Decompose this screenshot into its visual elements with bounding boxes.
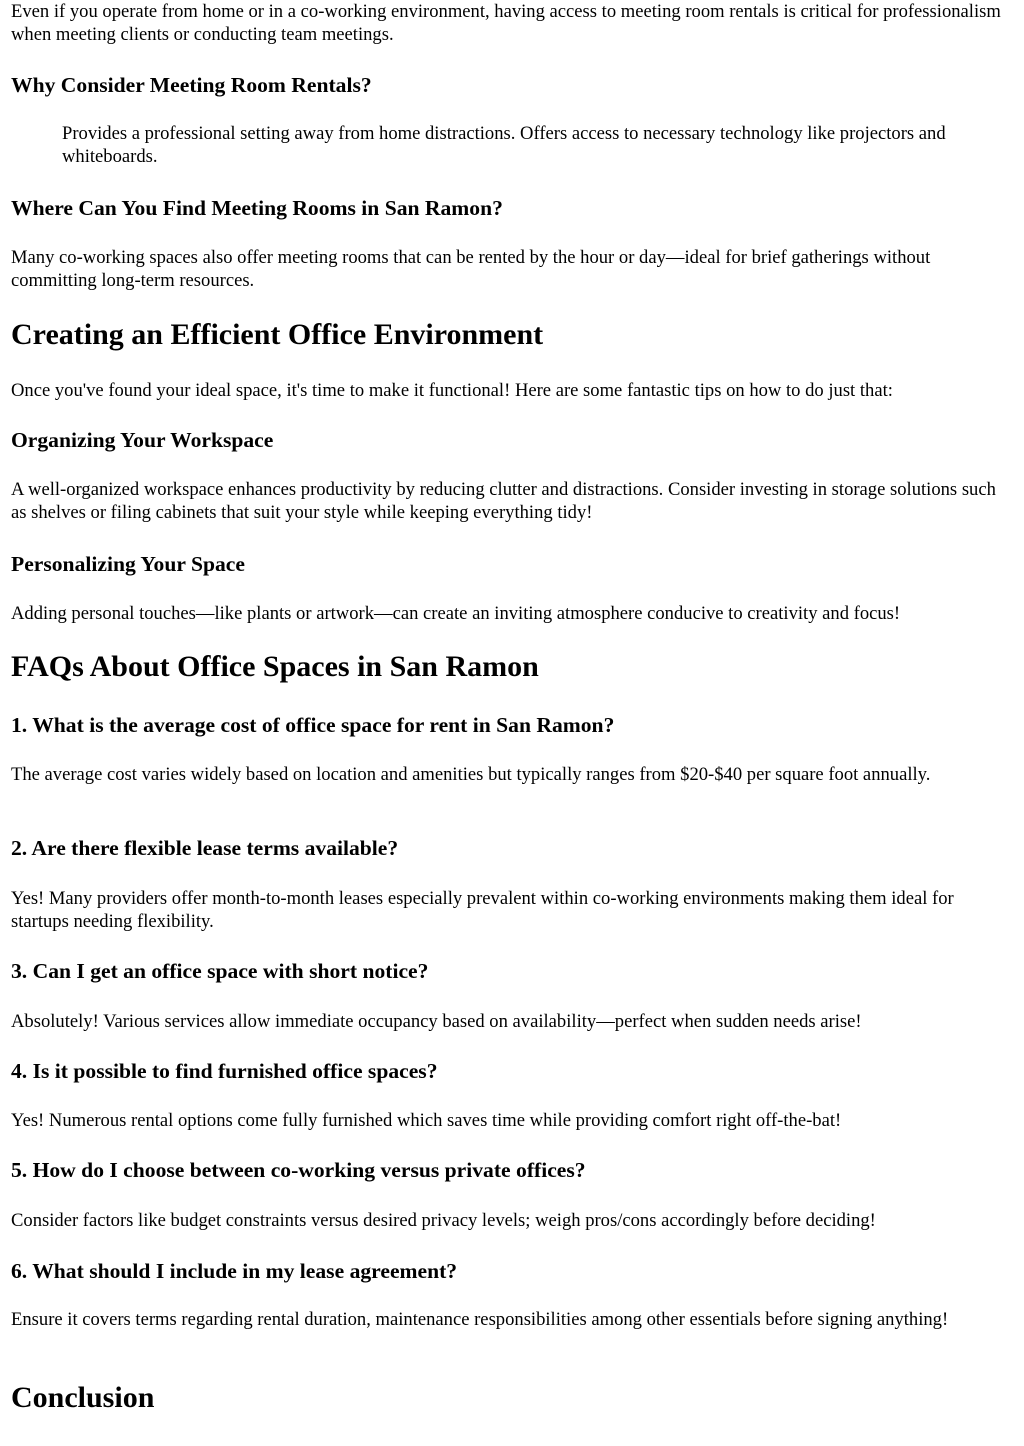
faq-question-5: 5. How do I choose between co-working versus private offices? bbox=[11, 1158, 586, 1182]
faq-question-6: 6. What should I include in my lease agreement? bbox=[11, 1259, 458, 1283]
why-meeting-quote: Provides a professional setting away from home distractions. Offers access to necessary technology like projectors and whiteboards. bbox=[62, 123, 946, 167]
organizing-paragraph: A well-organized workspace enhances productivity by reducing clutter and distractions. Consider investing in storage solutions such as shelves or filing cabinets that suit your style while keeping everything tidy! bbox=[11, 479, 996, 523]
organizing-heading: Organizing Your Workspace bbox=[11, 428, 274, 452]
faq-answer-1: The average cost varies widely based on location and amenities but typically ranges from $20-$40 per square foot annually. bbox=[11, 764, 931, 785]
faq-answer-5: Consider factors like budget constraints versus desired privacy levels; weigh pros/cons accordingly before deciding! bbox=[11, 1210, 876, 1231]
faq-answer-2: Yes! Many providers offer month-to-month leases especially prevalent within co-working environments making them ideal for startups needing flexibility. bbox=[11, 888, 954, 932]
why-meeting-heading: Why Consider Meeting Room Rentals? bbox=[11, 73, 372, 97]
faq-question-2: 2. Are there flexible lease terms available? bbox=[11, 836, 399, 860]
faq-answer-3: Absolutely! Various services allow immediate occupancy based on availability—perfect when sudden needs arise! bbox=[11, 1011, 862, 1032]
efficient-heading: Creating an Efficient Office Environment bbox=[11, 318, 544, 351]
faq-question-1: 1. What is the average cost of office space for rent in San Ramon? bbox=[11, 713, 615, 737]
faq-answer-6: Ensure it covers terms regarding rental duration, maintenance responsibilities among other essentials before signing anything! bbox=[11, 1309, 949, 1330]
efficient-intro-paragraph: Once you've found your ideal space, it's time to make it functional! Here are some fantastic tips on how to do just that: bbox=[11, 380, 893, 401]
personalizing-paragraph: Adding personal touches—like plants or artwork—can create an inviting atmosphere conducive to creativity and focus! bbox=[11, 603, 901, 624]
where-heading: Where Can You Find Meeting Rooms in San Ramon? bbox=[11, 196, 503, 220]
conclusion-heading: Conclusion bbox=[11, 1381, 155, 1414]
faq-question-3: 3. Can I get an office space with short notice? bbox=[11, 959, 429, 983]
faq-question-4: 4. Is it possible to find furnished office spaces? bbox=[11, 1059, 438, 1083]
where-paragraph: Many co-working spaces also offer meeting rooms that can be rented by the hour or day—ideal for brief gatherings without committing long-term resources. bbox=[11, 247, 931, 291]
faq-answer-4: Yes! Numerous rental options come fully furnished which saves time while providing comfort right off-the-bat! bbox=[11, 1110, 842, 1131]
intro-paragraph: Even if you operate from home or in a co-working environment, having access to meeting room rentals is critical for professionalism when meeting clients or conducting team meetings. bbox=[11, 1, 1001, 45]
faqs-heading: FAQs About Office Spaces in San Ramon bbox=[11, 650, 539, 683]
personalizing-heading: Personalizing Your Space bbox=[11, 552, 245, 576]
